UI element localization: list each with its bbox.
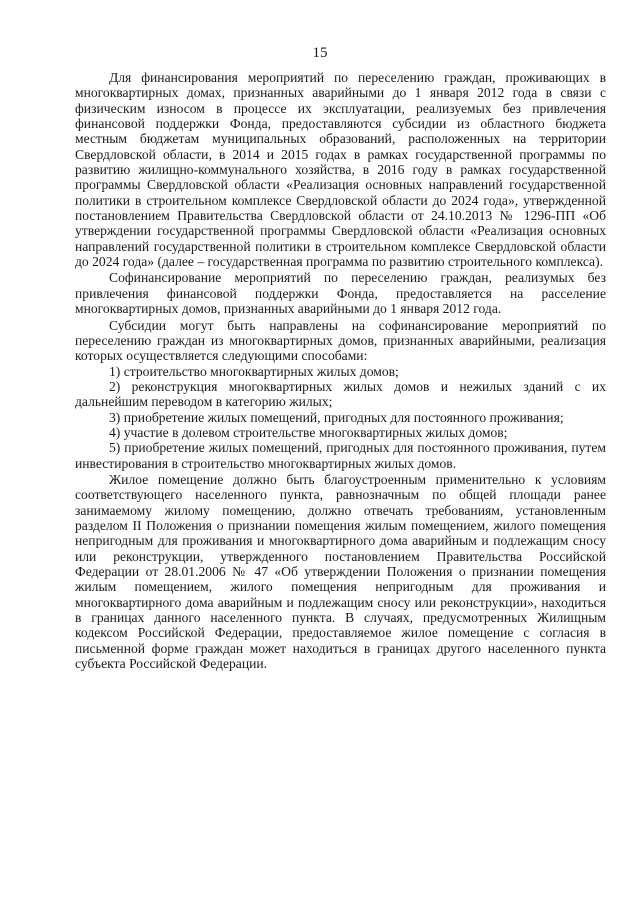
list-item-investment-purchase: 5) приобретение жилых помещений, пригодных для постоянного проживания, путем инвестирования в строительство многоквартирных жилых домов. (75, 440, 606, 471)
list-item-reconstruction: 2) реконструкция многоквартирных жилых домов и нежилых зданий с их дальнейшим переводом в категорию жилых; (75, 378, 606, 410)
list-item-construction: 1) строительство многоквартирных жилых домов; (109, 363, 399, 379)
list-item-purchase: 3) приобретение жилых помещений, пригодных для постоянного проживания; (109, 409, 564, 425)
document-body (75, 70, 606, 671)
paragraph-subsidy-methods: Субсидии могут быть направлены на софинансирование мероприятий по переселению граждан из многоквартирных домов, признанных аварийными, реализация которых осуществляется следующими способами: (75, 317, 606, 364)
paragraph-housing-requirements: Жилое помещение должно быть благоустроенным применительно к условиям соответствующего населенного пункта, равнозначным по общей площади ранее занимаемому жилому помещению, должно отвечать требованиям, установленным разделом II Положения о признании помещения жилым помещением, жилого помещения непригодным для проживания и многоквартирного дома аварийным и подлежащим сносу или реконструкции, утвержденного постановлением Правительства Российской Федерации от 28.01.2006 № 47 «Об утверждении Положения о признании помещения жилым помещением, жилого помещения непригодным для проживания и многоквартирного дома аварийным и подлежащим сносу или реконструкции», находиться в границах данного населенного пункта. В случаях, предусмотренных Жилищным кодексом Российской Федерации, предоставляемое жилое помещение с согласия в письменной форме граждан может находиться в границах другого населенного пункта субъекта Российской Федерации. (75, 471, 606, 672)
paragraph-financing-subsidies: Для финансирования мероприятий по переселению граждан, проживающих в многоквартирных домах, признанных аварийными до 1 января 2012 года в связи с физическим износом в процессе их эксплуатации, реализуемых без привлечения финансовой поддержки Фонда, предоставляются субсидии из областного бюджета местным бюджетам муниципальных образований, расположенных на территории Свердловской области, в 2014 и 2015 годах в рамках государственной программы по развитию жилищно-коммунального хозяйства, в 2016 году в рамках государственной программы Свердловской области «Реализация основных направлений государственной политики в строительном комплексе Свердловской области до 2024 года», утвержденной постановлением Правительства Свердловской области от 24.10.2013 № 1296-ПП «Об утверждении государственной программы Свердловской области «Реализация основных направлений государственной политики в строительном комплексе Свердловской области до 2024 года» (далее – государственная программа по развитию строительного комплекса). (75, 70, 606, 270)
page-number: 15 (312, 45, 328, 61)
paragraph-cofinancing: Софинансирование мероприятий по переселению граждан, реализумых без привлечения финансовой поддержки Фонда, предоставляется на расселение многоквартирных домов, признанных аварийными до 1 января 2012 года. (75, 270, 606, 317)
list-item-shared-construction: 4) участие в долевом строительстве многоквартирных жилых домов; (109, 424, 508, 440)
